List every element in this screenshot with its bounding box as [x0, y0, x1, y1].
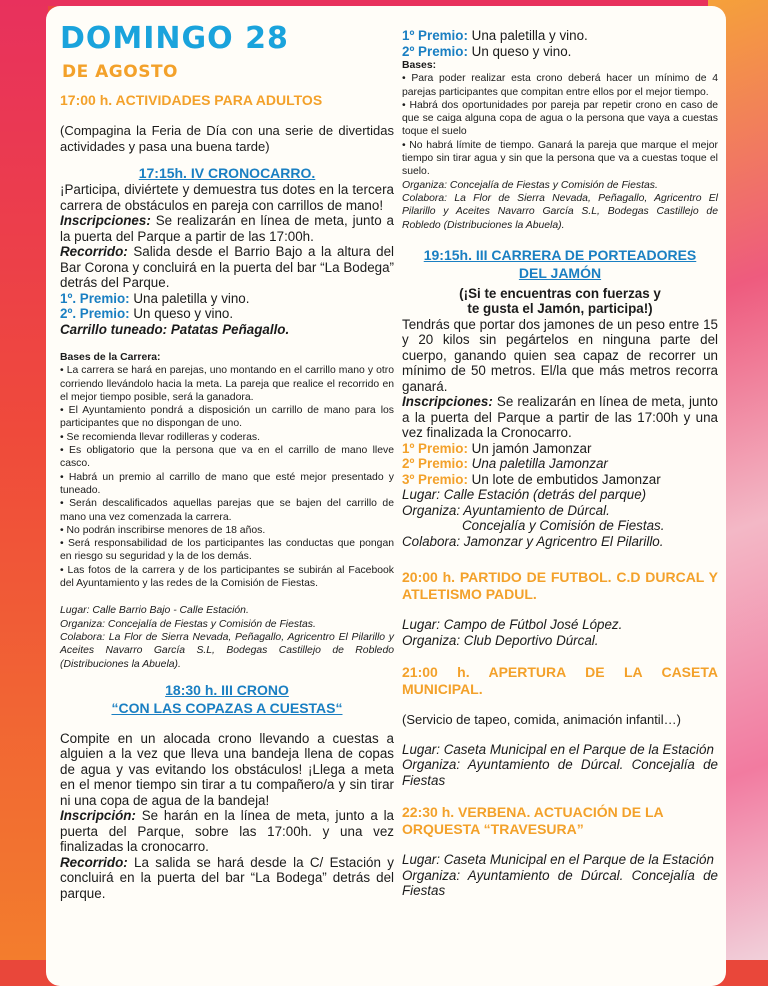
rule-item: • El Ayuntamiento pondrá a disposición un carrillo de mano para los participantes que no dispongan de uno. [60, 405, 394, 430]
right-column [402, 28, 718, 899]
football-heading: 20:00 h. PARTIDO DE FUTBOL. C.D DURCAL Y ATLETISMO PADUL. [402, 569, 718, 603]
verbena-organizer: Organiza: Ayuntamiento de Dúrcal. Concejalía de Fiestas [402, 867, 718, 899]
crono-copazas-rules-title: Bases: [402, 60, 437, 71]
porteadores-organizer-2: Concejalía y Comisión de Fiestas. [462, 518, 665, 534]
caseta-location: Lugar: Caseta Municipal en el Parque de la Estación [402, 741, 714, 757]
football-location: Lugar: Campo de Fútbol José López. [402, 617, 623, 633]
porteadores-tagline-2: te gusta el Jamón, participa!) [467, 301, 653, 317]
crono-copazas-registration: Inscripción: Se harán en la línea de meta, junto a la puerta del Parque, sobre las 17:00h. y una vez finalizadas la cronocarro. [60, 808, 394, 855]
decorative-left-border [0, 0, 48, 960]
rule-item: • La carrera se hará en parejas, uno montando en el carrillo mano y otro corriendo llevándolo hacia la meta. La pareja que realice el recorrido en el mejor tiempo posible, será la ganadora. [60, 365, 394, 403]
rule-item: • Habrá dos oportunidades por pareja par repetir crono en caso de que se caiga alguna copa de agua o la persona que vaya a cuestas toque el suelo [402, 99, 718, 138]
porteadores-prize-2: 2º Premio: Una paletilla Jamonzar [402, 456, 608, 472]
left-column [60, 22, 394, 901]
cronocarro-organizer: Organiza: Concejalía de Fiestas y Comisión de Fiestas. [60, 618, 316, 630]
page-subtitle: DE AGOSTO [62, 62, 178, 82]
section-time: 17:00 h. [60, 92, 116, 108]
caseta-heading: 21:00 h. APERTURA DE LA CASETA MUNICIPAL. [402, 664, 718, 698]
porteadores-location: Lugar: Calle Estación (detrás del parque) [402, 487, 647, 503]
porteadores-heading-line1: 19:15h. III CARRERA DE PORTEADORES [423, 246, 697, 263]
crono-copazas-heading-line2: “CON LAS COPAZAS A CUESTAS“ [111, 699, 343, 716]
porteadores-organizer: Organiza: Ayuntamiento de Dúrcal. [402, 502, 610, 518]
cronocarro-rules-list [60, 364, 394, 590]
porteadores-prize-1: 1º Premio: Un jamón Jamonzar [402, 440, 592, 456]
crono-copazas-sponsors: Colabora: La Flor de Sierra Nevada, Peñagallo, Agricentro El Pilarillo y Aceites Navarro García S.L, Bodegas Castillejo de Robledo (Distribuciones la Abuela). [402, 192, 718, 231]
crono-copazas-route: Recorrido: La salida se hará desde la C/ Estación y concluirá en la puerta del bar “La Bodega” detrás del parque. [60, 854, 394, 901]
cronocarro-prize-2: 2º. Premio: Un queso y vino. [60, 306, 234, 321]
cronocarro-sponsors: Colabora: La Flor de Sierra Nevada, Peñagallo, Agricentro El Pilarillo y Aceites Navarro García S.L, Bodegas Castillejo de Robledo (Distribuciones la Abuela). [60, 631, 394, 670]
crono-copazas-heading-line1: 18:30 h. III CRONO [165, 681, 289, 698]
rule-item: • Las fotos de la carrera y de los participantes se subirán al Facebook del Ayuntamiento y las redes de la Comisión de Fiestas. [60, 564, 394, 590]
section-adult-activities-heading [60, 92, 394, 109]
cronocarro-registration: Inscripciones: Se realizarán en línea de meta, junto a la puerta del Parque a partir de las 17:00h. [60, 213, 394, 244]
section-title: ACTIVIDADES PARA ADULTOS [115, 92, 323, 108]
cronocarro-route: Recorrido: Salida desde el Barrio Bajo a la altura del Bar Corona y concluirá en la puerta del bar “La Bodega” detrás del Parque. [60, 244, 394, 290]
cronocarro-intro: ¡Participa, diviértete y demuestra tus dotes en la tercera carrera de obstáculos en pareja con carrillos de mano! [60, 182, 394, 213]
caseta-organizer: Organiza: Ayuntamiento de Dúrcal. Concejalía de Fiestas [402, 757, 718, 788]
rule-item: • Se recomienda llevar rodilleras y coderas. [60, 431, 260, 443]
cronocarro-tuned-prize: Carrillo tuneado: Patatas Peñagallo. [60, 321, 290, 337]
caseta-description: (Servicio de tapeo, comida, animación infantil…) [402, 712, 681, 728]
verbena-location: Lugar: Caseta Municipal en el Parque de la Estación [402, 852, 714, 868]
crono-copazas-organizer: Organiza: Concejalía de Fiestas y Comisión de Fiestas. [402, 179, 658, 191]
verbena-heading: 22:30 h. VERBENA. ACTUACIÓN DE LA ORQUESTA “TRAVESURA” [402, 804, 664, 838]
porteadores-sponsors: Colabora: Jamonzar y Agricentro El Pilarillo. [402, 533, 664, 549]
cronocarro-heading: 17:15h. IV CRONOCARRO. [138, 165, 316, 181]
rule-item: • Habrá un premio al carrillo de mano que esté mejor presentado y tuneado. [60, 471, 394, 496]
crono-copazas-prize-2: 2º Premio: Un queso y vino. [402, 43, 572, 59]
porteadores-heading-line2: DEL JAMÓN [518, 264, 602, 281]
porteadores-registration: Inscripciones: Se realizarán en línea de meta, junto a la puerta del Parque a partir de las 17:00h y una vez finalizada la Cronocarro. [402, 394, 718, 441]
cronocarro-location: Lugar: Calle Barrio Bajo - Calle Estación. [60, 605, 249, 617]
rule-item: • No podrán inscribirse menores de 18 años. [60, 524, 266, 536]
cronocarro-rules-title: Bases de la Carrera: [60, 352, 161, 363]
rule-item: • Es obligatorio que la persona que va en el carrillo de mano lleve casco. [60, 445, 394, 470]
rule-item: • Serán descalificados aquellas parejas que se bajen del carrillo de mano una vez comenzada la carrera. [60, 498, 394, 523]
porteadores-prize-3: 3º Premio: Un lote de embutidos Jamonzar [402, 471, 661, 487]
porteadores-intro: Tendrás que portar dos jamones de un peso entre 15 y 20 kilos sin pegártelos en ninguna parte del cuerpo, ganando quien sea capaz de recorrer un mínimo de 50 metros. El/la que más metros recorra ganará. [402, 316, 718, 394]
rule-item: • Para poder realizar esta crono deberá hacer un mínimo de 4 parejas participantes que compitan entre ellos por el mejor tiempo. [402, 73, 718, 98]
cronocarro-prize-1: 1º. Premio: Una paletilla y vino. [60, 290, 250, 306]
football-organizer: Organiza: Club Deportivo Dúrcal. [402, 632, 599, 648]
porteadores-tagline-1: (¡Si te encuentras con fuerzas y [459, 285, 661, 301]
crono-copazas-prize-1: 1º Premio: Una paletilla y vino. [402, 28, 588, 43]
rule-item: • Será responsabilidad de los participantes las conductas que pongan en riesgo su seguridad y la de los demás. [60, 538, 394, 563]
crono-copazas-intro: Compite en un alocada crono llevando a cuestas a alguien a la vez que lleva una bandeja llena de copas de agua y vas evitando los obstáculos! ¡Llega a meta en el menor tiempo sin tirar a tu compañero/a y sin tirar ni una copa de agua de la bandeja! [60, 730, 394, 808]
rule-item: • No habrá límite de tiempo. Ganará la pareja que marque el mejor tiempo sin tirar agua y sin que la persona que va a cuestas toque el suelo. [402, 139, 718, 178]
section-description: (Compagina la Feria de Día con una serie de divertidas actividades y pasa una buena tarde) [60, 123, 394, 154]
page-title: DOMINGO 28 [60, 21, 289, 56]
crono-copazas-rules-list [402, 72, 718, 178]
